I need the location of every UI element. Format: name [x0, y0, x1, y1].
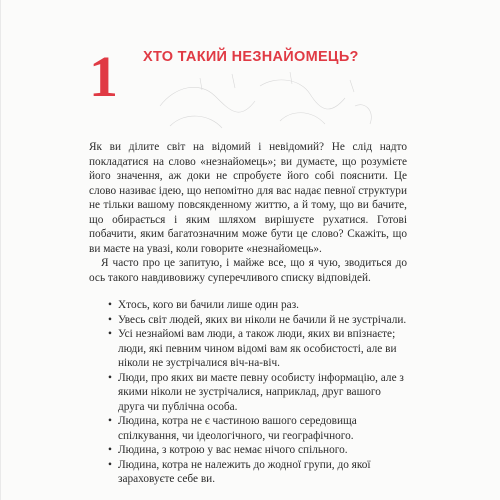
bullet-mark: • [108, 415, 112, 427]
paragraph: Як ви ділите світ на відомий і невідомий? Не слід надто покладатися на слово «незнайомець»; ви думаєте, що розумієте його значення, аж доки не спробуєте його собі пояснити. Це слово називає ідею, що непомітно для вас надає певної структури не тільки вашому повсякденному життю, а й тому, що ви бачите, що обирається і яким шляхом вирішуєте рухатися. Готові побачити, яким багатозначним може бути це слово? Скажіть, що ви маєте на увазі, коли говорите «незнайомець». [89, 141, 407, 255]
bullet-mark: • [108, 328, 112, 340]
list-item-text: Людина, котра не є частиною вашого середовища спілкування, чи ідеологічного, чи географічного. [118, 415, 357, 442]
list-item [89, 327, 407, 371]
list-item [89, 313, 407, 328]
list-item-text: Людина, котра не належить до жодної групи, до якої зараховуєте себе ви. [118, 458, 371, 485]
bullet-mark: • [108, 313, 112, 326]
bullet-mark: • [108, 458, 112, 471]
bullet-mark: • [108, 299, 112, 311]
list-item-text: Хтось, кого ви бачили лише один раз. [118, 299, 299, 311]
list-item [89, 414, 407, 443]
definition-list [89, 298, 407, 487]
paragraph: Я часто про це запитую, і майже все, що я чую, зводиться до ось такого навдивовижу суперечливого списку відповідей. [89, 257, 407, 284]
list-item [89, 371, 407, 415]
list-item-text: Усі незнайомі вам люди, а також люди, яких ви впізнаєте; люди, які певним чином відомі вам як особистості, але ви ніколи не зустрічалися віч-на-віч. [118, 328, 397, 369]
list-item-text: Увесь світ людей, яких ви ніколи не бачили й не зустрічали. [118, 313, 407, 326]
list-item-text: Людина, з котрою у вас немає нічого спільного. [118, 444, 348, 456]
chapter-title: ХТО ТАКИЙ НЕЗНАЙОМЕЦЬ? [143, 49, 359, 65]
list-item-text: Люди, про яких ви маєте певну особисту інформацію, але з якими ніколи не зустрічалися, наприклад, друг вашого друга чи публічна особа. [118, 371, 404, 413]
body-text [89, 140, 407, 487]
list-item [89, 458, 407, 487]
page-edge [0, 0, 1, 500]
bullet-mark: • [108, 371, 112, 384]
list-item [89, 443, 407, 458]
faint-sketch-illustration [140, 66, 390, 136]
chapter-number: 1 [89, 44, 118, 109]
bullet-mark: • [108, 444, 112, 456]
list-item [89, 298, 407, 313]
